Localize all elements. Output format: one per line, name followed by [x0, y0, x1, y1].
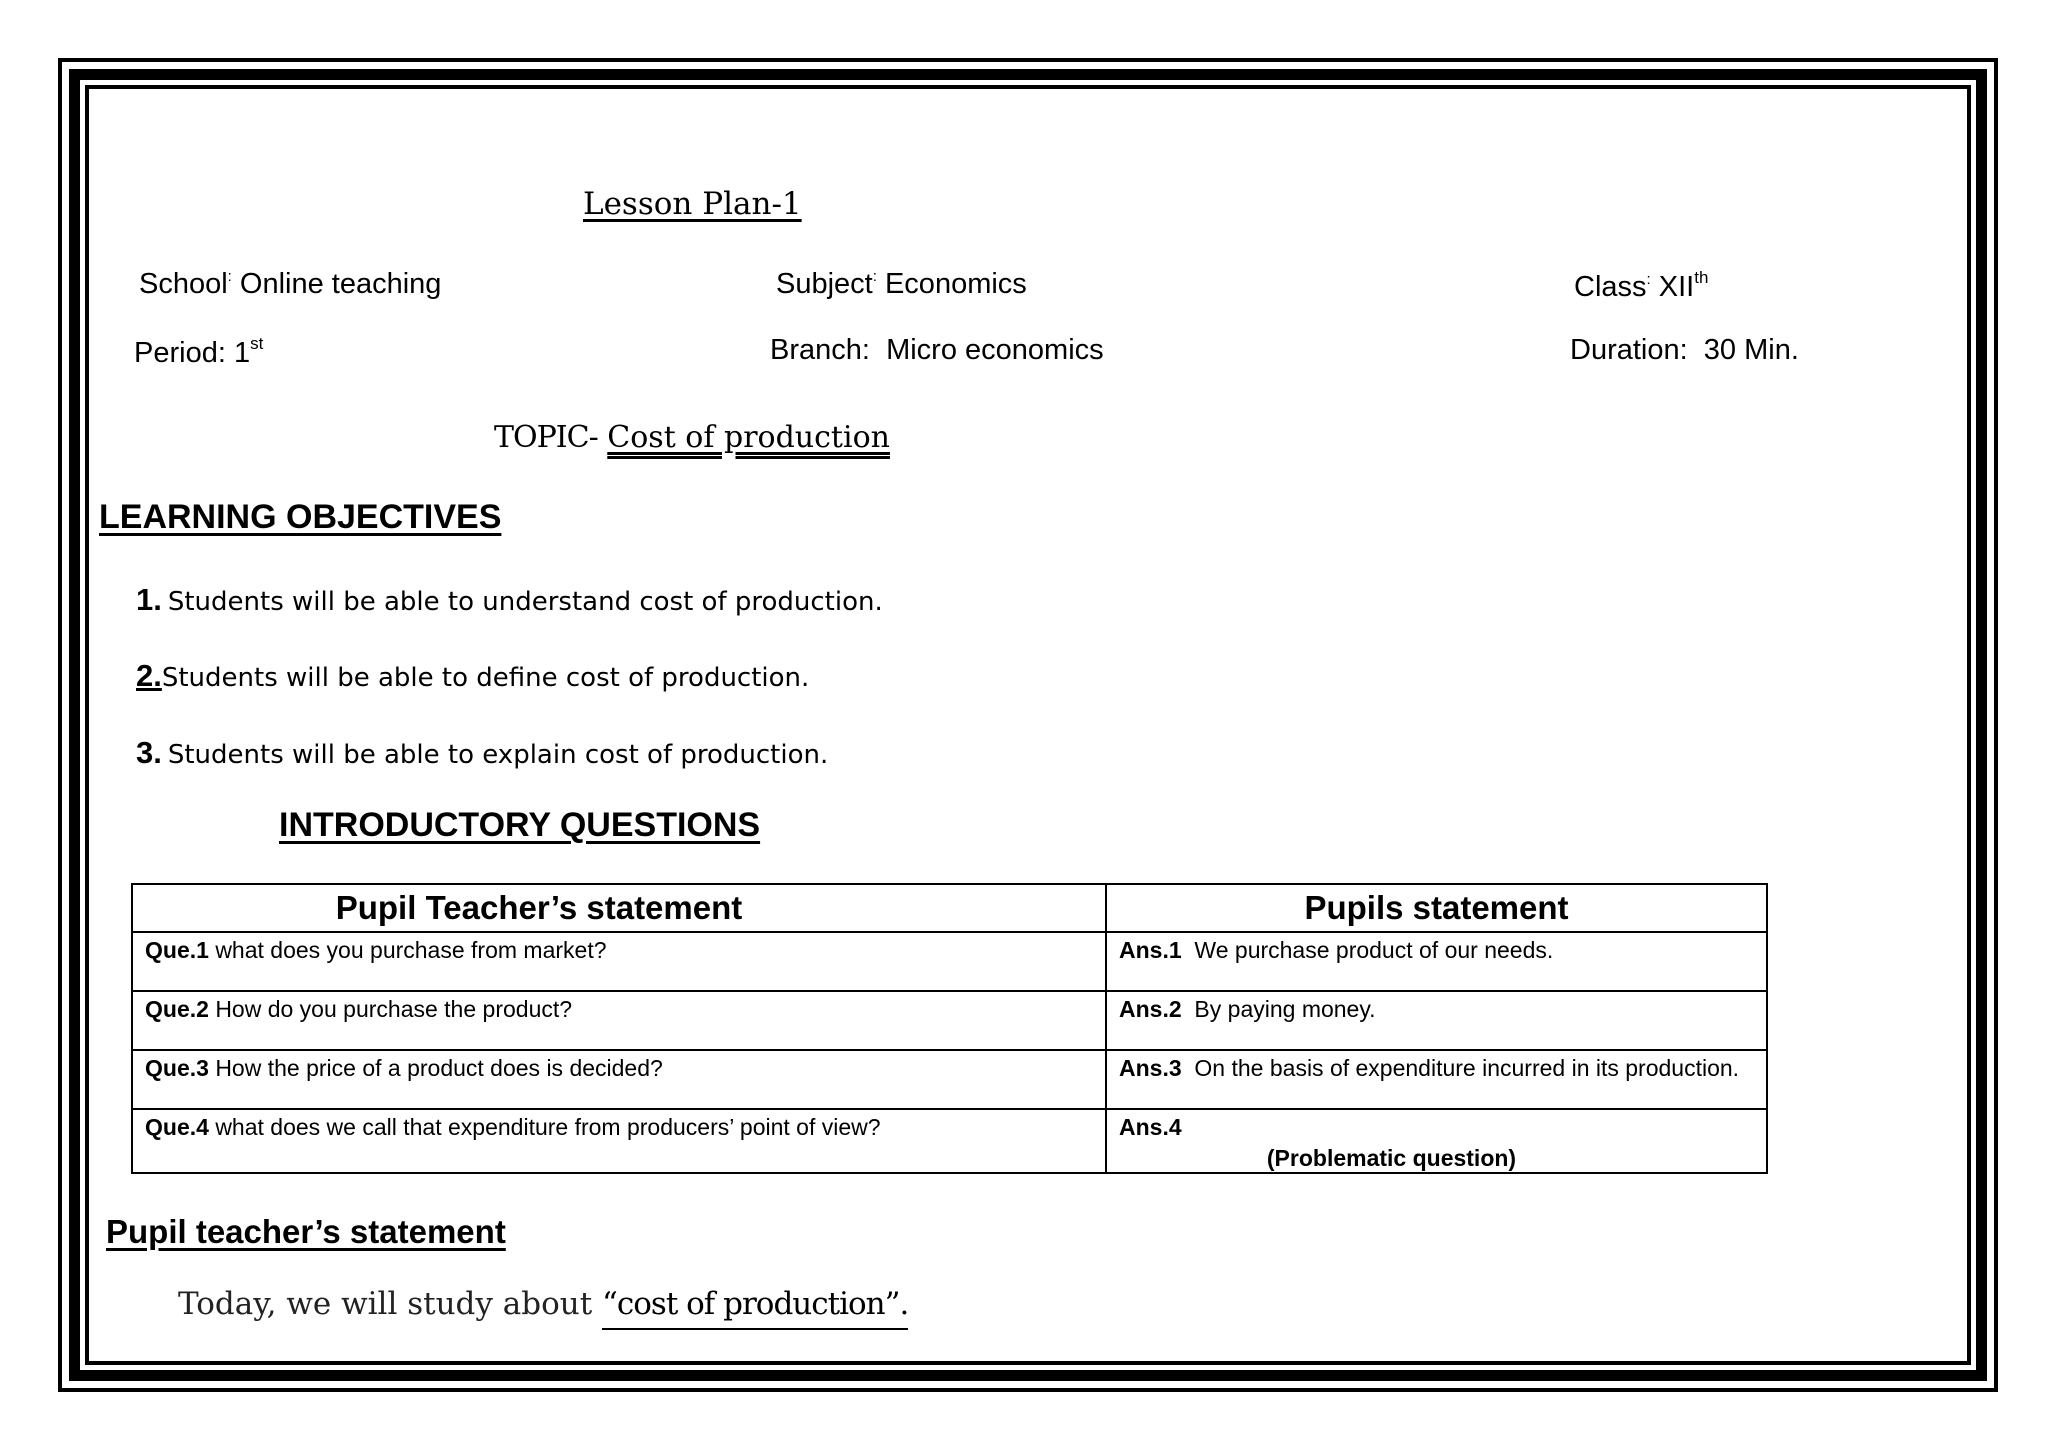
statement-quote-text: “cost of production” — [602, 1286, 900, 1322]
duration-label: Duration: — [1570, 334, 1688, 366]
objective-number: 1. — [136, 582, 162, 617]
table-row — [132, 1109, 1767, 1173]
introductory-questions-table — [131, 883, 1768, 1174]
answer-text: We purchase product of our needs. — [1194, 937, 1554, 963]
period-field — [134, 334, 263, 370]
question-text: How the price of a product does is decided? — [215, 1055, 663, 1081]
objective-item — [136, 735, 828, 771]
period-value: 1 — [233, 337, 251, 369]
question-label: Que.2 — [145, 996, 209, 1022]
problematic-question-note: (Problematic question) — [1266, 1145, 1517, 1171]
col-header-pupil-teacher: Pupil Teacher’s statement — [132, 884, 1106, 932]
answer-text: On the basis of expenditure incurred in its production. — [1194, 1055, 1740, 1081]
answer-text: By paying money. — [1194, 996, 1376, 1022]
question-text: How do you purchase the product? — [215, 996, 573, 1022]
topic-value: Cost of production — [607, 420, 890, 455]
school-value: Online teaching — [239, 268, 442, 300]
question-cell — [132, 991, 1106, 1050]
question-text: what does we call that expenditure from producers’ point of view? — [215, 1114, 881, 1140]
statement-quote — [602, 1286, 908, 1330]
pupil-teacher-statement-heading: Pupil teacher’s statement — [106, 1213, 506, 1250]
class-field: Class: XIIth — [1574, 268, 1709, 303]
statement-text: Today, we will study about — [178, 1286, 593, 1322]
objective-text: Students will be able to explain cost of production. — [167, 740, 829, 770]
table-header-row — [132, 884, 1767, 932]
answer-cell — [1106, 1109, 1767, 1173]
table-row — [132, 932, 1767, 991]
answer-cell — [1106, 1050, 1767, 1109]
class-sup: th — [1694, 268, 1709, 287]
question-label: Que.1 — [145, 937, 209, 963]
period-label: Period: — [134, 337, 226, 369]
class-label: Class — [1574, 271, 1647, 303]
learning-objectives-heading: LEARNING OBJECTIVES — [99, 498, 502, 536]
answer-cell — [1106, 991, 1767, 1050]
duration-field — [1570, 334, 1799, 367]
branch-field — [770, 334, 1104, 367]
table-row — [132, 991, 1767, 1050]
answer-label: Ans.4 — [1119, 1114, 1182, 1140]
subject-field: Subject: Economics — [776, 268, 1027, 300]
question-text: what does you purchase from market? — [215, 937, 607, 963]
answer-label: Ans.2 — [1119, 996, 1182, 1022]
subject-value: Economics — [884, 268, 1027, 300]
question-label: Que.3 — [145, 1055, 209, 1081]
objective-text: Students will be able to define cost of production. — [161, 663, 810, 693]
lesson-title: Lesson Plan-1 — [583, 186, 802, 222]
topic-line — [494, 420, 890, 455]
branch-label: Branch: — [770, 334, 870, 366]
topic-label: TOPIC- — [494, 420, 598, 455]
question-label: Que.4 — [145, 1114, 209, 1140]
question-cell — [132, 1109, 1106, 1173]
statement-end: . — [899, 1286, 909, 1322]
school-field: School: Online teaching — [139, 268, 442, 300]
objective-number: 2. — [136, 658, 162, 693]
answer-cell — [1106, 932, 1767, 991]
col-header-pupils: Pupils statement — [1106, 884, 1767, 932]
introductory-questions-heading: INTRODUCTORY QUESTIONS — [279, 806, 761, 844]
answer-label: Ans.3 — [1119, 1055, 1182, 1081]
answer-label: Ans.1 — [1119, 937, 1182, 963]
table-row — [132, 1050, 1767, 1109]
objective-number: 3. — [136, 735, 162, 770]
school-label: School — [139, 268, 228, 300]
objective-text: Students will be able to understand cost of production. — [167, 587, 883, 617]
question-cell — [132, 1050, 1106, 1109]
objective-item — [136, 582, 883, 618]
branch-value: Micro economics — [886, 334, 1104, 366]
duration-value: 30 Min. — [1703, 334, 1799, 366]
class-value: XII — [1658, 271, 1695, 303]
pupil-teacher-statement-text — [178, 1286, 908, 1322]
subject-label: Subject — [776, 268, 873, 300]
objective-item — [136, 658, 809, 694]
period-sup: st — [250, 334, 264, 353]
question-cell — [132, 932, 1106, 991]
